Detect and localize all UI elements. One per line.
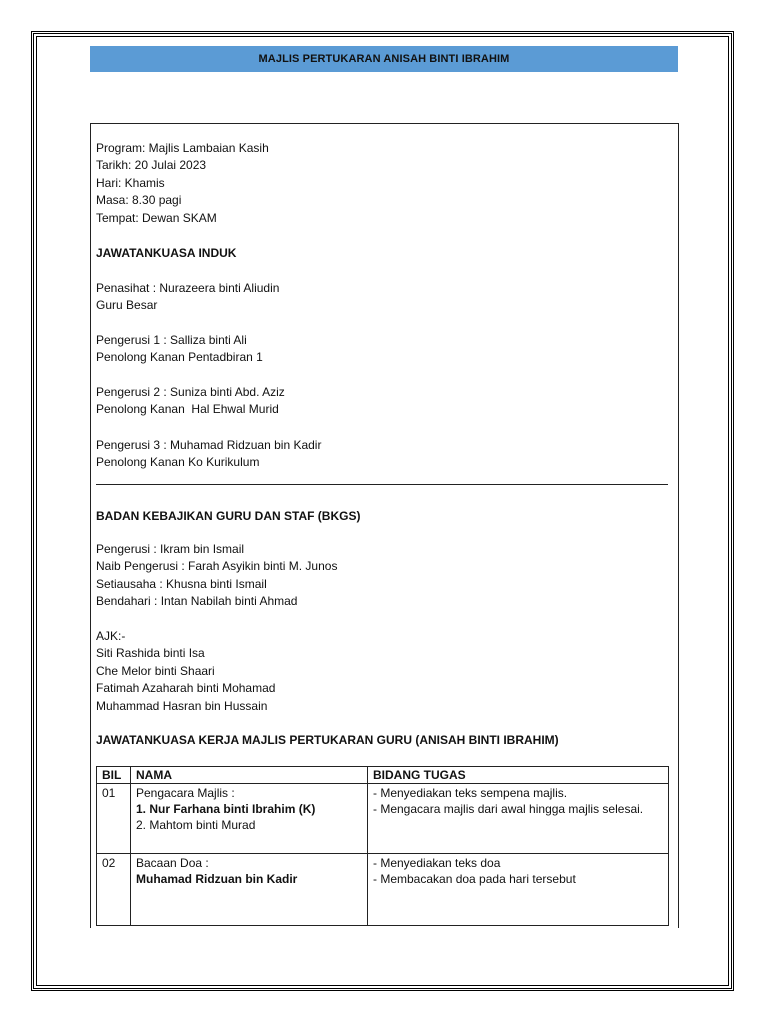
cell-bidang-tugas <box>368 784 669 854</box>
table-header-row <box>97 767 669 784</box>
bkgs-heading: BADAN KEBAJIKAN GURU DAN STAF (BKGS) <box>96 509 361 523</box>
task-item: - Membacakan doa pada hari tersebut <box>373 872 576 886</box>
task-item: - Mengacara majlis dari awal hingga majlis selesai. <box>373 802 644 816</box>
program-day: Hari: Khamis <box>96 175 165 190</box>
cell-nama <box>131 854 368 926</box>
induk-member <box>96 280 279 315</box>
ajk-member: Fatimah Azaharah binti Mohamad <box>96 681 276 696</box>
induk-member <box>96 437 321 472</box>
person-name: 2. Mahtom binti Murad <box>136 818 256 832</box>
document-title-bar <box>90 46 678 72</box>
program-name: Program: Majlis Lambaian Kasih <box>96 141 269 155</box>
cell-nama <box>131 784 368 854</box>
task-item: - Menyediakan teks doa <box>373 856 501 870</box>
ajk-member: Muhammad Hasran bin Hussain <box>96 698 268 713</box>
member-position: Penolong Kanan Ko Kurikulum <box>96 455 260 470</box>
ajk-label: AJK:- <box>96 629 126 643</box>
bkgs-ajk <box>96 628 275 715</box>
table-row <box>97 854 669 926</box>
document-title: MAJLIS PERTUKARAN ANISAH BINTI IBRAHIM <box>258 53 510 65</box>
member-position: Penolong Kanan Pentadbiran 1 <box>96 350 263 365</box>
table-row <box>97 784 669 854</box>
ajk-member: Che Melor binti Shaari <box>96 663 215 678</box>
task-table <box>96 766 669 926</box>
bkgs-officer: Naib Pengerusi : Farah Asyikin binti M. Junos <box>96 559 338 574</box>
cell-bil: 02 <box>97 854 131 926</box>
member-position: Penolong Kanan Hal Ehwal Murid <box>96 402 279 417</box>
person-name: 1. Nur Farhana binti Ibrahim (K) <box>136 802 316 816</box>
column-header-bil: BIL <box>97 767 131 784</box>
column-header-bidang-tugas: BIDANG TUGAS <box>368 767 669 784</box>
member-role: Penasihat : Nurazeera binti Aliudin <box>96 281 280 295</box>
bkgs-officer: Bendahari : Intan Nabilah binti Ahmad <box>96 594 298 609</box>
program-time: Masa: 8.30 pagi <box>96 193 182 208</box>
program-info <box>96 140 269 227</box>
kerja-heading: JAWATANKUASA KERJA MAJLIS PERTUKARAN GURU (ANISAH BINTI IBRAHIM) <box>96 733 559 747</box>
task-item: - Menyediakan teks sempena majlis. <box>373 786 568 800</box>
member-role: Pengerusi 2 : Suniza binti Abd. Aziz <box>96 385 285 399</box>
induk-member <box>96 384 285 419</box>
program-date: Tarikh: 20 Julai 2023 <box>96 158 207 173</box>
cell-bil: 01 <box>97 784 131 854</box>
duty-role: Pengacara Majlis : <box>136 786 235 800</box>
duty-role: Bacaan Doa : <box>136 856 209 870</box>
program-venue: Tempat: Dewan SKAM <box>96 210 217 225</box>
column-header-nama: NAMA <box>131 767 368 784</box>
cell-bidang-tugas <box>368 854 669 926</box>
member-role: Pengerusi 1 : Salliza binti Ali <box>96 333 247 347</box>
ajk-member: Siti Rashida binti Isa <box>96 646 205 661</box>
section-divider <box>96 484 668 485</box>
induk-member <box>96 332 263 367</box>
bkgs-officer: Setiausaha : Khusna binti Ismail <box>96 576 267 591</box>
member-position: Guru Besar <box>96 298 158 313</box>
person-name: Muhamad Ridzuan bin Kadir <box>136 872 298 886</box>
member-role: Pengerusi 3 : Muhamad Ridzuan bin Kadir <box>96 438 322 452</box>
induk-heading: JAWATANKUASA INDUK <box>96 246 237 260</box>
bkgs-officer: Pengerusi : Ikram bin Ismail <box>96 542 245 556</box>
bkgs-officers <box>96 541 337 611</box>
